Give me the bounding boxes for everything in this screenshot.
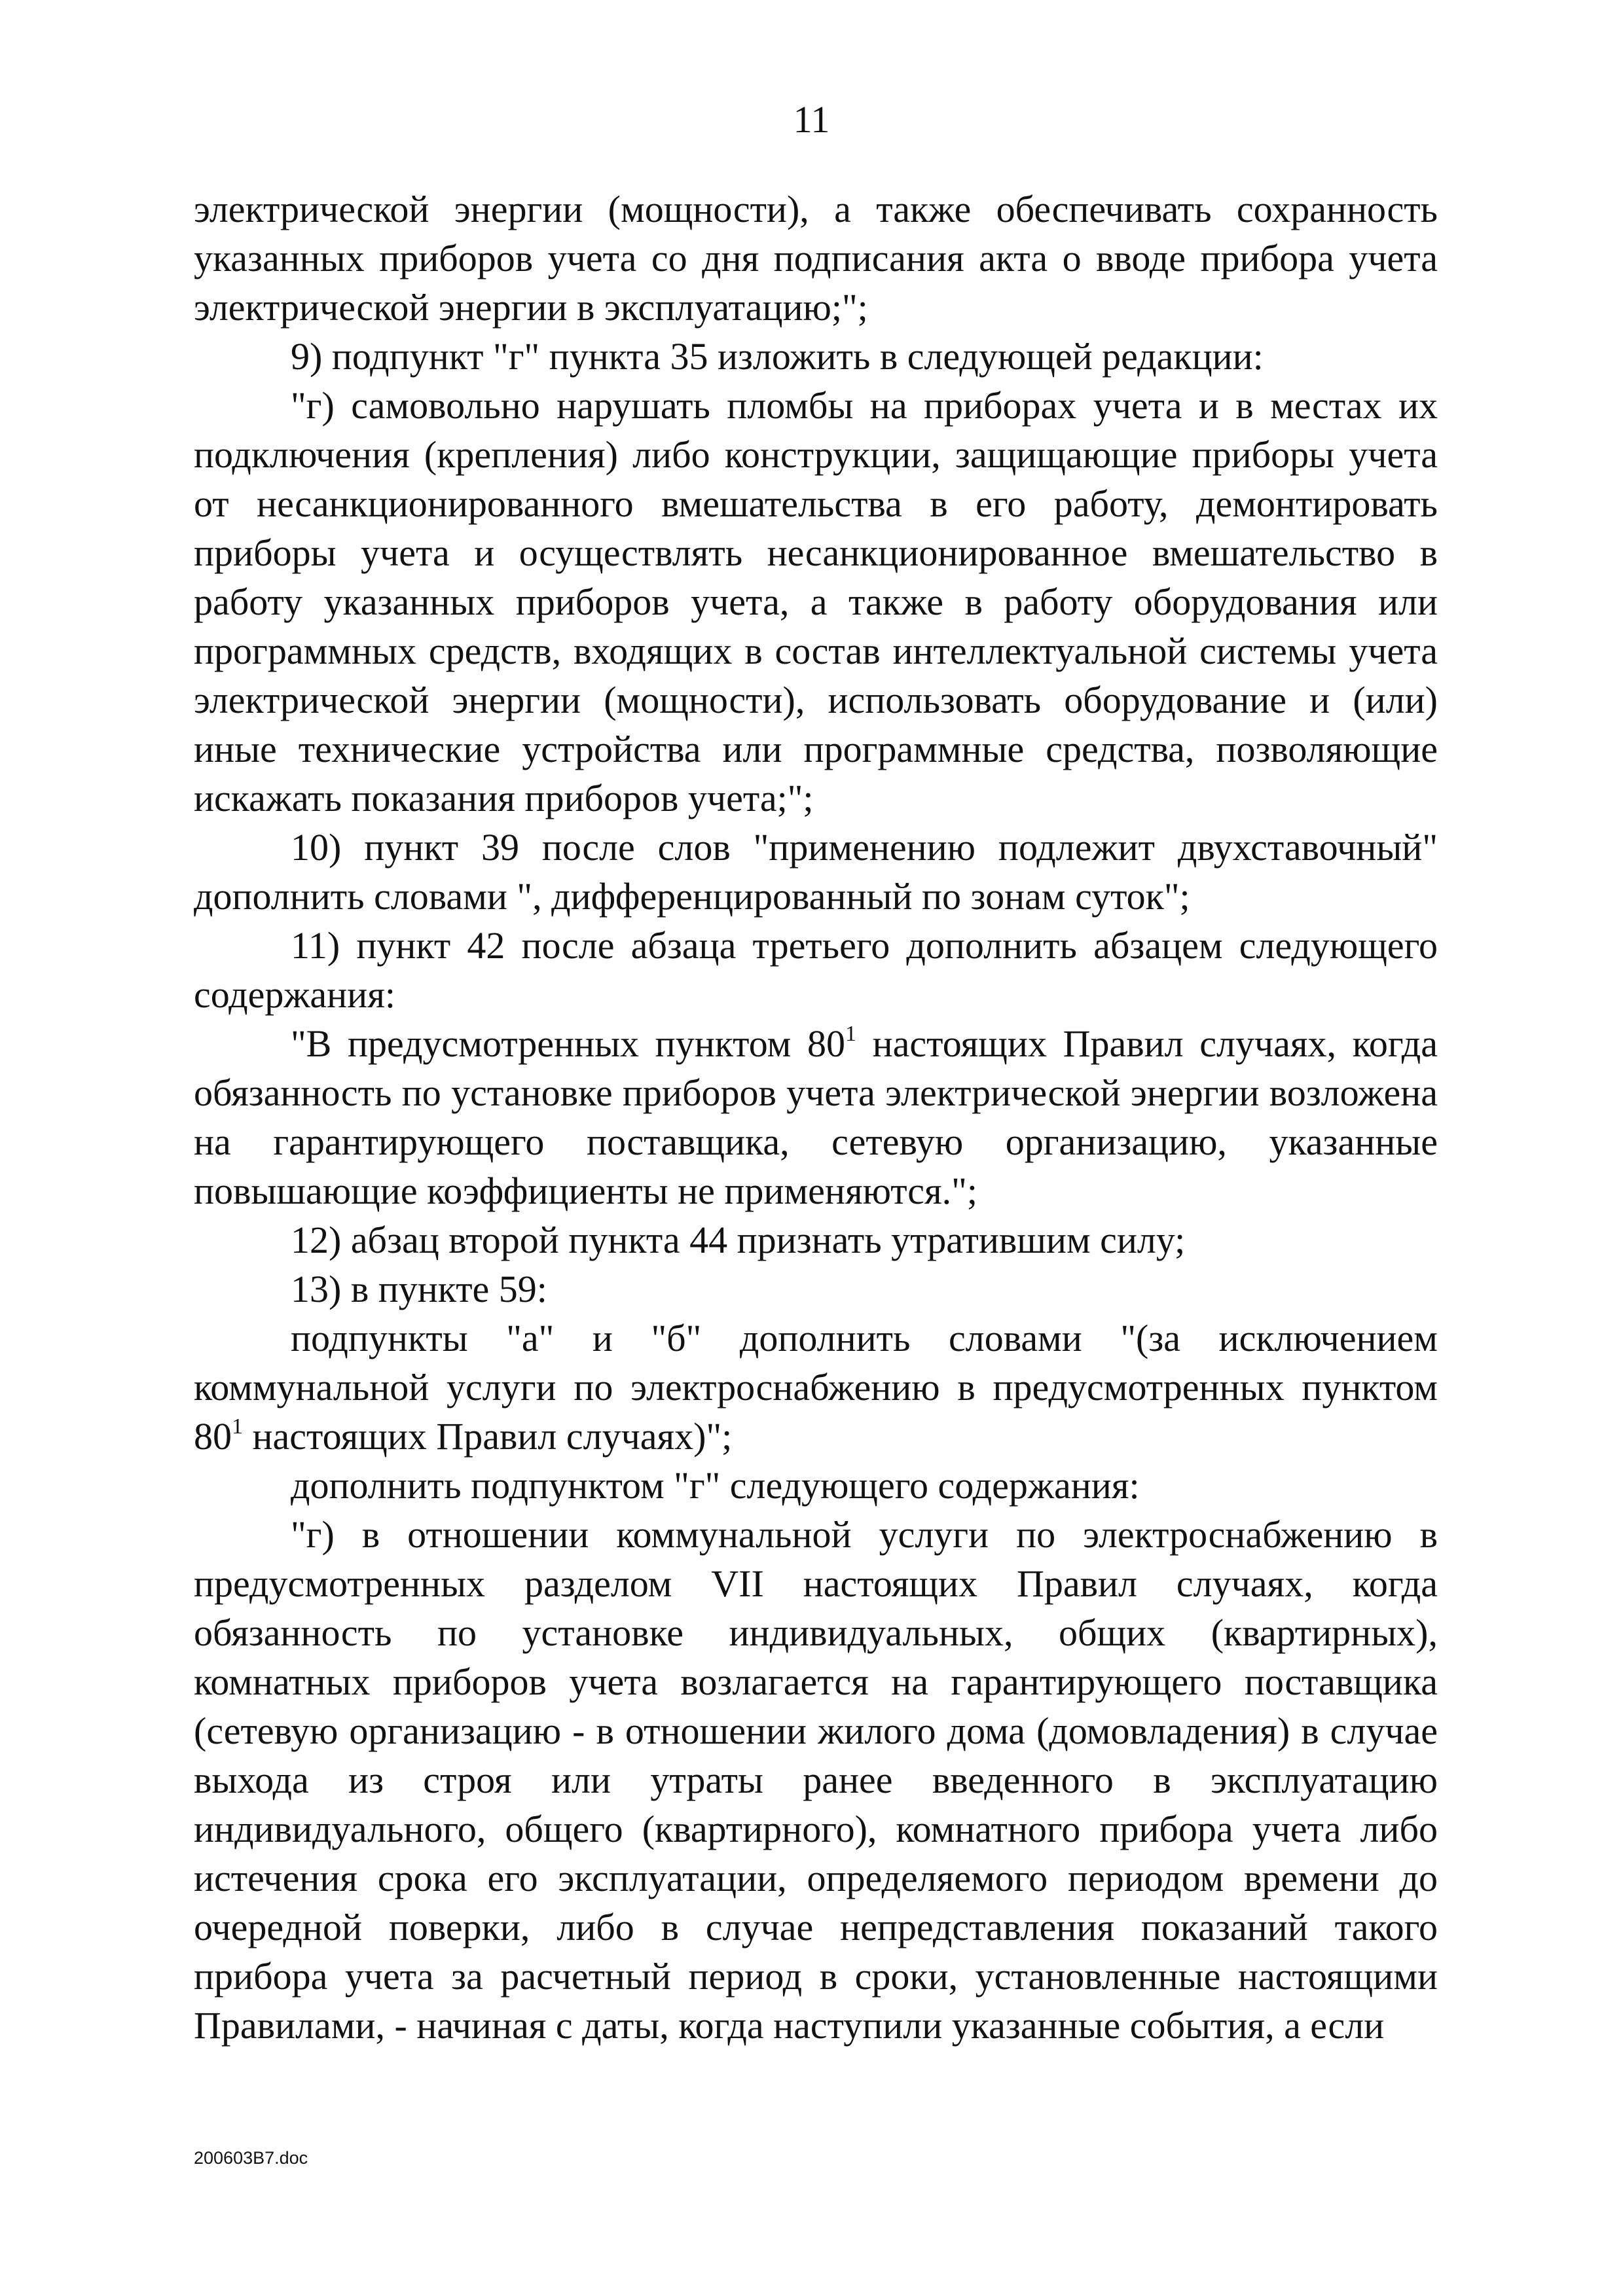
document-body <box>194 185 1438 2050</box>
paragraph-1: электрической энергии (мощности), а также обеспечивать сохранность указанных приборов учета со дня подписания акта о вводе прибора учета электрической энергии в эксплуатацию;"; <box>194 188 1438 329</box>
paragraph-3: "г) самовольно нарушать пломбы на приборах учета и в местах их подключения (крепления) либо конструкции, защищающие приборы учета от несанкционированного вмешательства в его работу, демонтировать приборы учета и осуществлять несанкционированное вмешательство в работу указанных приборов учета, а также в работу оборудования или программных средств, входящих в состав интеллектуальной системы учета электрической энергии (мощности), использовать оборудование и (или) иные технические устройства или программные средства, позволяющие искажать показания приборов учета;"; <box>194 384 1438 819</box>
paragraph-9-part-2: настоящих Правил случаях)"; <box>243 1415 733 1458</box>
superscript-1: 1 <box>845 1022 856 1046</box>
paragraph-2: 9) подпункт "г" пункта 35 изложить в следующей редакции: <box>291 335 1264 378</box>
footer-doc-filename: 200603B7.doc <box>194 2148 308 2168</box>
page-number: 11 <box>793 98 830 141</box>
paragraph-7: 12) абзац второй пункта 44 признать утратившим силу; <box>291 1219 1186 1261</box>
paragraph-10: дополнить подпунктом "г" следующего содержания: <box>291 1464 1140 1507</box>
paragraph-4: 10) пункт 39 после слов "применению подлежит двухставочный" дополнить словами ", дифференцированный по зонам суток"; <box>194 826 1438 918</box>
paragraph-9-part-1: подпункты "а" и "б" дополнить словами "(за исключением коммунальной услуги по электроснабжению в предусмотренных пунктом 80 <box>194 1317 1438 1458</box>
paragraph-9 <box>194 1314 1438 1461</box>
paragraph-11: "г) в отношении коммунальной услуги по электроснабжению в предусмотренных разделом VII настоящих Правил случаях, когда обязанность по установке индивидуальных, общих (квартирных), комнатных приборов учета возлагается на гарантирующего поставщика (сетевую организацию - в отношении жилого дома (домовладения) в случае выхода из строя или утраты ранее введенного в эксплуатацию индивидуального, общего (квартирного), комнатного прибора учета либо истечения срока его эксплуатации, определяемого периодом времени до очередной поверки, либо в случае непредставления показаний такого прибора учета за расчетный период в сроки, установленные настоящими Правилами, - начиная с даты, когда наступили указанные события, а если <box>194 1513 1438 2047</box>
superscript-2: 1 <box>232 1414 243 1439</box>
paragraph-5: 11) пункт 42 после абзаца третьего дополнить абзацем следующего содержания: <box>194 924 1438 1016</box>
paragraph-6 <box>194 1019 1438 1215</box>
paragraph-8: 13) в пункте 59: <box>291 1268 547 1310</box>
paragraph-6-part-1: "В предусмотренных пунктом 80 <box>291 1022 845 1065</box>
paragraph-6-part-2: настоящих Правил случаях, когда обязанность по установке приборов учета электрической энергии возложена на гарантирующего поставщика, сетевую организацию, указанные повышающие коэффициенты не применяются."; <box>194 1022 1438 1212</box>
